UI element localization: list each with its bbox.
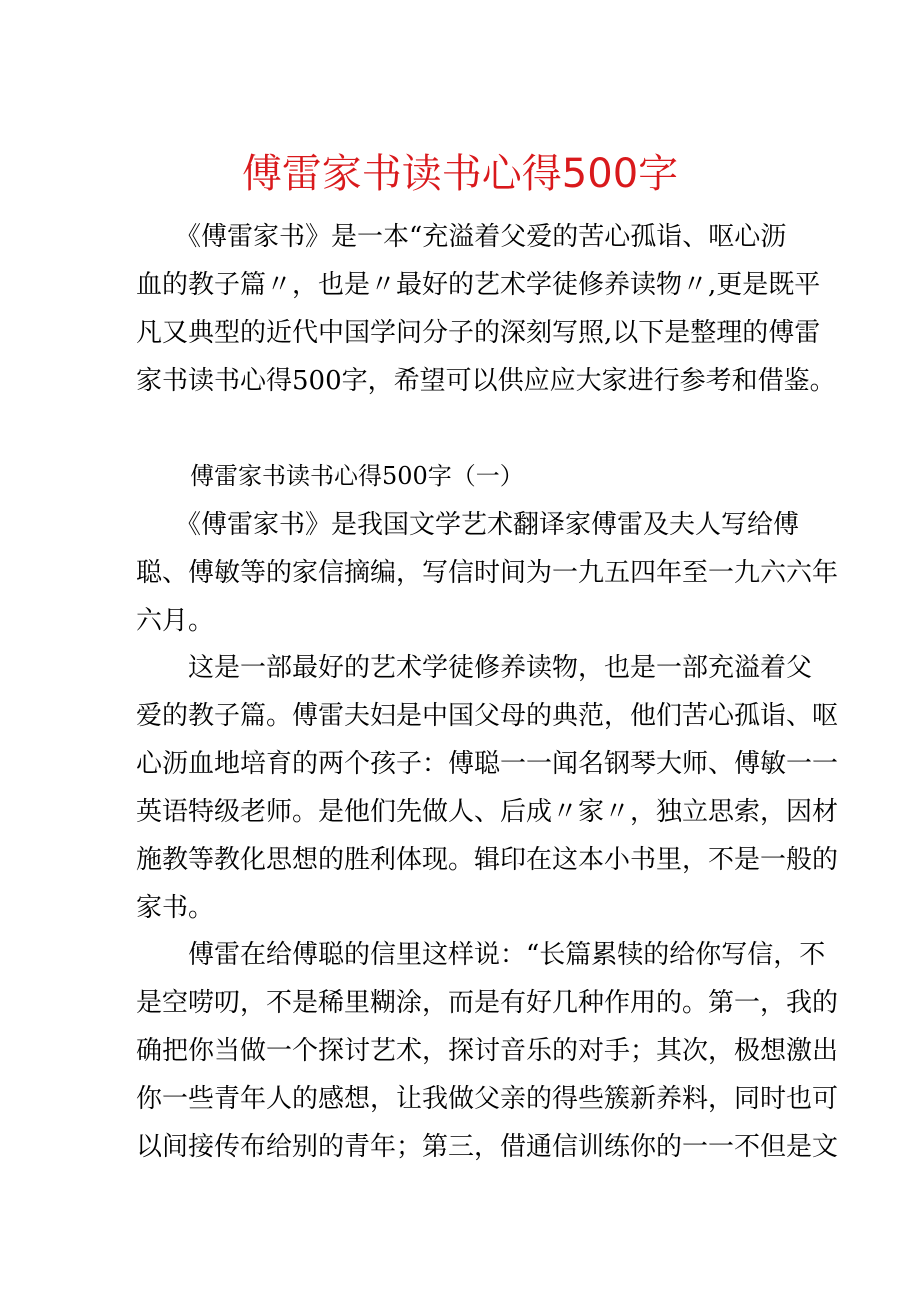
- paragraph-line: 以间接传布给别的青年；第三，借通信训练你的一一不但是文: [136, 1132, 839, 1162]
- intro-line: 《傅雷家书》是一本“充溢着父爱的苦心孤诣、呕心沥: [136, 222, 787, 252]
- paragraph-line: 英语特级老师。是他们先做人、后成〃家〃，独立思索，因材: [136, 797, 839, 827]
- document-title: 傅雷家书读书心得500字: [241, 151, 679, 197]
- paragraph-line: 心沥血地培育的两个孩子：傅聪一一闻名钢琴大师、傅敏一一: [136, 749, 839, 779]
- paragraph-line: 傅雷在给傅聪的信里这样说：“长篇累犊的给你写信，不: [136, 940, 826, 970]
- paragraph-line: 六月。: [136, 606, 215, 636]
- paragraph-line: 确把你当做一个探讨艺术，探讨音乐的对手；其次，极想激出: [136, 1036, 839, 1066]
- paragraph-line: 施教等教化思想的胜利体现。辑印在这本小书里，不是一般的: [136, 845, 839, 875]
- paragraph-line: 《傅雷家书》是我国文学艺术翻译家傅雷及夫人写给傅: [136, 510, 800, 540]
- paragraph-line: 你一些青年人的感想，让我做父亲的得些簇新养料，同时也可: [136, 1084, 839, 1114]
- intro-line: 血的教子篇〃，也是〃最好的艺术学徒修养读物〃,更是既平: [136, 270, 821, 300]
- intro-line: 凡又典型的近代中国学问分子的深刻写照,以下是整理的傅雷: [136, 318, 821, 348]
- section-heading: 傅雷家书读书心得500字（一）: [190, 462, 524, 490]
- paragraph-line: 聪、傅敏等的家信摘编，写信时间为一九五四年至一九六六年: [136, 558, 839, 588]
- intro-line: 家书读书心得500字，希望可以供应应大家进行参考和借鉴。: [136, 366, 836, 396]
- paragraph-line: 爱的教子篇。傅雷夫妇是中国父母的典范，他们苦心孤诣、呕: [136, 701, 839, 731]
- paragraph-line: 这是一部最好的艺术学徒修养读物，也是一部充溢着父: [136, 653, 813, 683]
- paragraph-line: 家书。: [136, 893, 215, 923]
- paragraph-line: 是空唠叨，不是稀里糊涂，而是有好几种作用的。第一，我的: [136, 988, 839, 1018]
